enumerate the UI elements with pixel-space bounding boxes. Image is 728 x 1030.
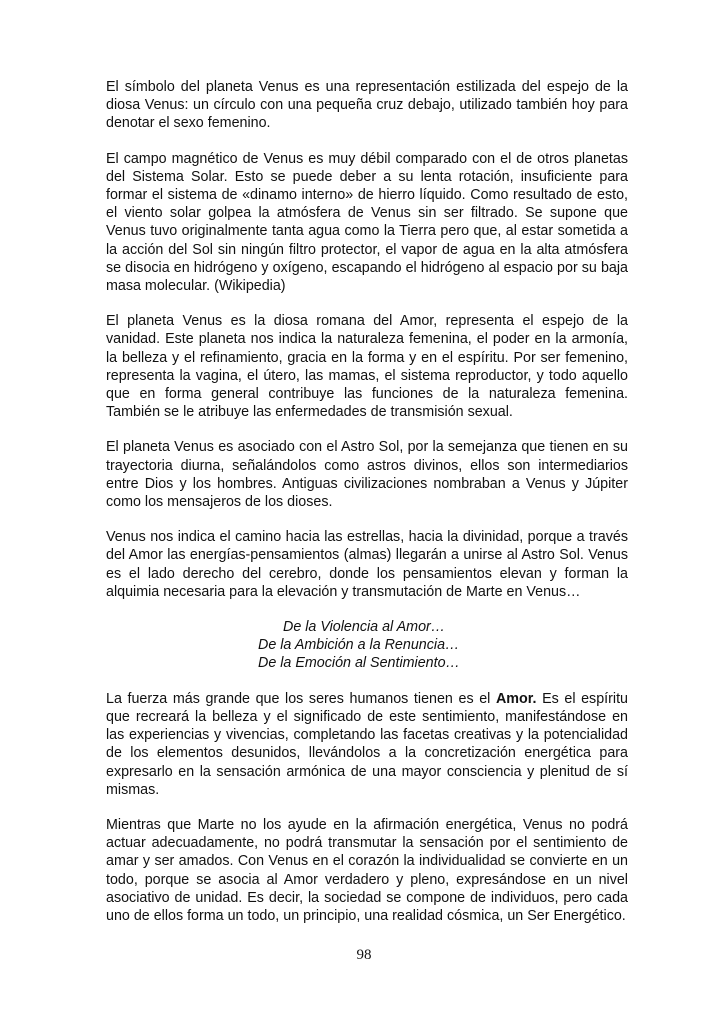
amor-text-after: Es el espíritu que recreará la belleza y el significado de este sentimiento, manifestándose en las experiencias y vivencias, completando las facetas creativas y la potencialidad de los elementos desunidos, llevándolos a la concretización energética para expresarlo en la sensación armónica de una mayor consciencia y plenitud de sí mismas. (106, 690, 628, 798)
paragraph-amor (106, 690, 628, 799)
paragraph-goddess-of-love: El planeta Venus es la diosa romana del Amor, representa el espejo de la vanidad. Este planeta nos indica la naturaleza femenina, el poder en la armonía, la belleza y el refinamiento, gracia en la forma y en el espíritu. Por ser femenino, representa la vagina, el útero, las mamas, el sistema reproductor, y todo aquello que en forma general contribuye las funciones de la naturaleza femenina. También se le atribuye las enfermedades de transmisión sexual. (106, 313, 628, 421)
paragraph-venus-symbol: El símbolo del planeta Venus es una representación estilizada del espejo de la diosa Venus: un círculo con una pequeña cruz debajo, utilizado también hoy para denotar el sexo femenino. (106, 79, 628, 132)
document-page (106, 78, 628, 942)
paragraph-astro-sol: El planeta Venus es asociado con el Astro Sol, por la semejanza que tienen en su trayectoria diurna, señalándolos como astros divinos, ellos son intermediarios entre Dios y los hombres. Antiguas civilizaciones nombraban a Venus y Júpiter como los mensajeros de los dioses. (106, 439, 628, 511)
verse-line: De la Ambición a la Renuncia… (258, 637, 460, 654)
verse-line: De la Emoción al Sentimiento… (258, 655, 460, 672)
paragraph-magnetic-field: El campo magnético de Venus es muy débil comparado con el de otros planetas del Sistema Solar. Esto se puede deber a su lenta rotación, insuficiente para formar el sistema de «dinamo interno» de hierro líquido. Como resultado de esto, el viento solar golpea la atmósfera de Venus sin ser filtrado. Se supone que Venus tuvo originalmente tanta agua como la Tierra pero que, al estar sometida a la acción del Sol sin ningún filtro protector, el vapor de agua en la alta atmósfera se disocia en hidrógeno y oxígeno, escapando el hidrógeno al espacio por su baja masa molecular. (Wikipedia) (106, 150, 628, 295)
verse-line: De la Violencia al Amor… (283, 619, 446, 636)
paragraph-path-to-stars: Venus nos indica el camino hacia las estrellas, hacia la divinidad, porque a través del Amor las energías-pensamientos (almas) llegarán a unirse al Astro Sol. Venus es el lado derecho del cerebro, donde los pensamientos elevan y forman la alquimia necesaria para la elevación y transmutación de Marte en Venus… (106, 529, 628, 600)
page-number: 98 (356, 947, 372, 963)
paragraph-marte-venus: Mientras que Marte no los ayude en la afirmación energética, Venus no podrá actuar adecuadamente, no podrá transmutar la sensación por el sentimiento de amar y ser amados. Con Venus en el corazón la individualidad se convierte en un todo, porque se asocia al Amor verdadero y pleno, expresándose en un nivel asociativo de unidad. Es decir, la sociedad se compone de individuos, pero cada uno de ellos forma un todo, un principio, una realidad cósmica, un Ser Energético. (106, 816, 628, 924)
amor-bold-word: Amor. (495, 690, 537, 707)
verse-block (106, 618, 628, 673)
amor-text-before: La fuerza más grande que los seres humanos tienen es el (106, 690, 496, 707)
